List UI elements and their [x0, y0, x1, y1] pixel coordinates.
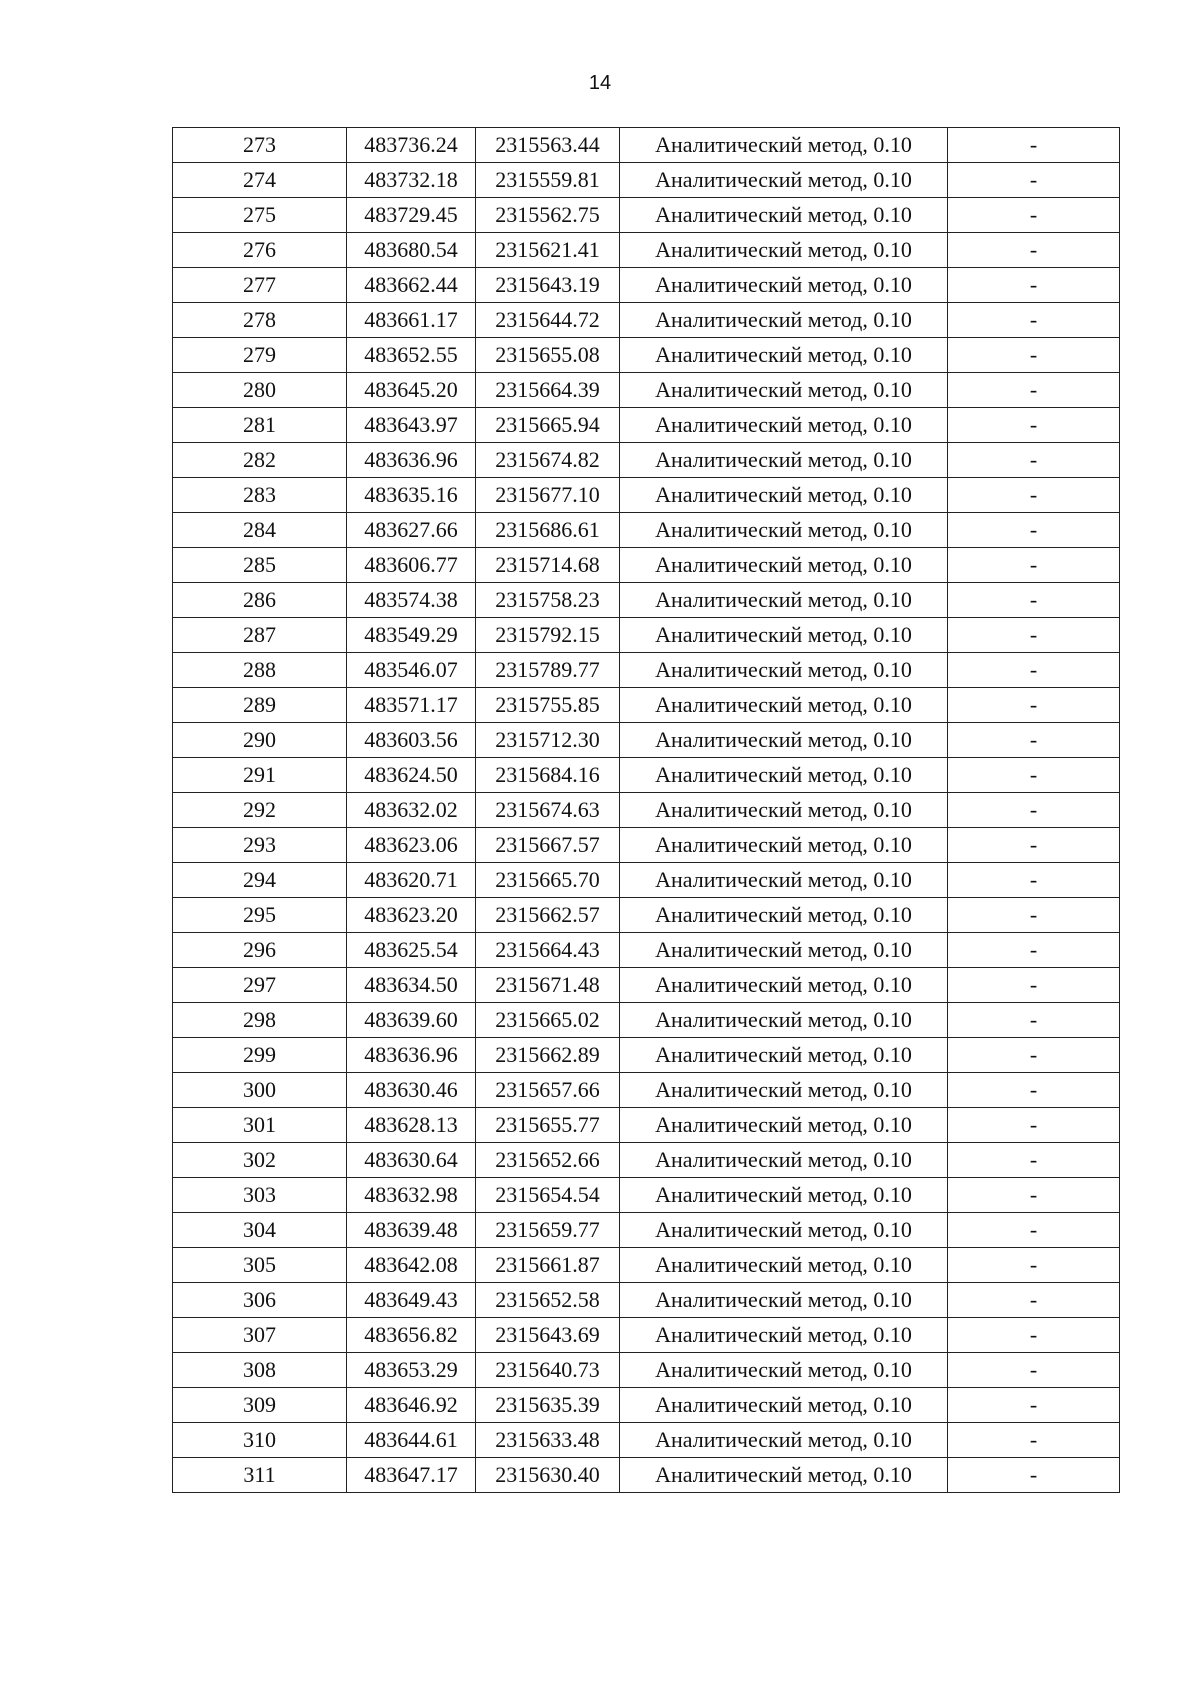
table-row	[173, 1353, 1120, 1388]
point-number-cell: 306	[173, 1283, 347, 1318]
description-cell: -	[948, 898, 1120, 933]
method-accuracy-cell: Аналитический метод, 0.10	[620, 758, 948, 793]
description-cell: -	[948, 688, 1120, 723]
point-number-cell: 291	[173, 758, 347, 793]
point-number-cell: 300	[173, 1073, 347, 1108]
point-number-cell: 285	[173, 548, 347, 583]
method-accuracy-cell: Аналитический метод, 0.10	[620, 1388, 948, 1423]
table-row	[173, 1388, 1120, 1423]
description-cell: -	[948, 303, 1120, 338]
point-number-cell: 288	[173, 653, 347, 688]
x-coordinate-cell: 483632.98	[347, 1178, 476, 1213]
point-number-cell: 298	[173, 1003, 347, 1038]
description-cell: -	[948, 1423, 1120, 1458]
point-number-cell: 293	[173, 828, 347, 863]
x-coordinate-cell: 483639.48	[347, 1213, 476, 1248]
method-accuracy-cell: Аналитический метод, 0.10	[620, 933, 948, 968]
y-coordinate-cell: 2315661.87	[476, 1248, 620, 1283]
description-cell: -	[948, 618, 1120, 653]
point-number-cell: 277	[173, 268, 347, 303]
description-cell: -	[948, 268, 1120, 303]
x-coordinate-cell: 483623.06	[347, 828, 476, 863]
table-row	[173, 478, 1120, 513]
x-coordinate-cell: 483639.60	[347, 1003, 476, 1038]
y-coordinate-cell: 2315635.39	[476, 1388, 620, 1423]
y-coordinate-cell: 2315659.77	[476, 1213, 620, 1248]
y-coordinate-cell: 2315652.58	[476, 1283, 620, 1318]
method-accuracy-cell: Аналитический метод, 0.10	[620, 1248, 948, 1283]
description-cell: -	[948, 723, 1120, 758]
y-coordinate-cell: 2315789.77	[476, 653, 620, 688]
description-cell: -	[948, 653, 1120, 688]
description-cell: -	[948, 163, 1120, 198]
y-coordinate-cell: 2315686.61	[476, 513, 620, 548]
x-coordinate-cell: 483574.38	[347, 583, 476, 618]
method-accuracy-cell: Аналитический метод, 0.10	[620, 968, 948, 1003]
x-coordinate-cell: 483549.29	[347, 618, 476, 653]
point-number-cell: 308	[173, 1353, 347, 1388]
method-accuracy-cell: Аналитический метод, 0.10	[620, 1038, 948, 1073]
point-number-cell: 290	[173, 723, 347, 758]
y-coordinate-cell: 2315644.72	[476, 303, 620, 338]
description-cell: -	[948, 1178, 1120, 1213]
point-number-cell: 311	[173, 1458, 347, 1493]
coordinates-table	[172, 127, 1120, 1493]
table-row	[173, 828, 1120, 863]
method-accuracy-cell: Аналитический метод, 0.10	[620, 1353, 948, 1388]
point-number-cell: 303	[173, 1178, 347, 1213]
point-number-cell: 289	[173, 688, 347, 723]
x-coordinate-cell: 483623.20	[347, 898, 476, 933]
point-number-cell: 296	[173, 933, 347, 968]
x-coordinate-cell: 483636.96	[347, 1038, 476, 1073]
method-accuracy-cell: Аналитический метод, 0.10	[620, 688, 948, 723]
description-cell: -	[948, 373, 1120, 408]
point-number-cell: 302	[173, 1143, 347, 1178]
y-coordinate-cell: 2315643.69	[476, 1318, 620, 1353]
table-row	[173, 618, 1120, 653]
y-coordinate-cell: 2315664.43	[476, 933, 620, 968]
y-coordinate-cell: 2315563.44	[476, 128, 620, 163]
table-row	[173, 443, 1120, 478]
table-row	[173, 198, 1120, 233]
x-coordinate-cell: 483628.13	[347, 1108, 476, 1143]
description-cell: -	[948, 233, 1120, 268]
method-accuracy-cell: Аналитический метод, 0.10	[620, 1178, 948, 1213]
y-coordinate-cell: 2315664.39	[476, 373, 620, 408]
point-number-cell: 310	[173, 1423, 347, 1458]
table-row	[173, 1178, 1120, 1213]
x-coordinate-cell: 483736.24	[347, 128, 476, 163]
x-coordinate-cell: 483732.18	[347, 163, 476, 198]
description-cell: -	[948, 933, 1120, 968]
table-row	[173, 1003, 1120, 1038]
point-number-cell: 307	[173, 1318, 347, 1353]
method-accuracy-cell: Аналитический метод, 0.10	[620, 408, 948, 443]
x-coordinate-cell: 483630.64	[347, 1143, 476, 1178]
method-accuracy-cell: Аналитический метод, 0.10	[620, 828, 948, 863]
description-cell: -	[948, 1283, 1120, 1318]
method-accuracy-cell: Аналитический метод, 0.10	[620, 1213, 948, 1248]
table-row	[173, 968, 1120, 1003]
x-coordinate-cell: 483634.50	[347, 968, 476, 1003]
method-accuracy-cell: Аналитический метод, 0.10	[620, 443, 948, 478]
description-cell: -	[948, 1318, 1120, 1353]
x-coordinate-cell: 483635.16	[347, 478, 476, 513]
description-cell: -	[948, 1038, 1120, 1073]
description-cell: -	[948, 338, 1120, 373]
method-accuracy-cell: Аналитический метод, 0.10	[620, 898, 948, 933]
method-accuracy-cell: Аналитический метод, 0.10	[620, 1318, 948, 1353]
method-accuracy-cell: Аналитический метод, 0.10	[620, 1003, 948, 1038]
method-accuracy-cell: Аналитический метод, 0.10	[620, 1143, 948, 1178]
x-coordinate-cell: 483630.46	[347, 1073, 476, 1108]
description-cell: -	[948, 1353, 1120, 1388]
description-cell: -	[948, 1003, 1120, 1038]
method-accuracy-cell: Аналитический метод, 0.10	[620, 513, 948, 548]
description-cell: -	[948, 1248, 1120, 1283]
x-coordinate-cell: 483571.17	[347, 688, 476, 723]
method-accuracy-cell: Аналитический метод, 0.10	[620, 863, 948, 898]
x-coordinate-cell: 483680.54	[347, 233, 476, 268]
y-coordinate-cell: 2315643.19	[476, 268, 620, 303]
description-cell: -	[948, 128, 1120, 163]
point-number-cell: 274	[173, 163, 347, 198]
table-row	[173, 548, 1120, 583]
x-coordinate-cell: 483661.17	[347, 303, 476, 338]
method-accuracy-cell: Аналитический метод, 0.10	[620, 128, 948, 163]
y-coordinate-cell: 2315655.08	[476, 338, 620, 373]
description-cell: -	[948, 968, 1120, 1003]
point-number-cell: 301	[173, 1108, 347, 1143]
point-number-cell: 284	[173, 513, 347, 548]
table-row	[173, 793, 1120, 828]
table-row	[173, 1423, 1120, 1458]
y-coordinate-cell: 2315655.77	[476, 1108, 620, 1143]
method-accuracy-cell: Аналитический метод, 0.10	[620, 163, 948, 198]
method-accuracy-cell: Аналитический метод, 0.10	[620, 1283, 948, 1318]
method-accuracy-cell: Аналитический метод, 0.10	[620, 373, 948, 408]
x-coordinate-cell: 483642.08	[347, 1248, 476, 1283]
x-coordinate-cell: 483649.43	[347, 1283, 476, 1318]
table-row	[173, 1458, 1120, 1493]
point-number-cell: 286	[173, 583, 347, 618]
point-number-cell: 273	[173, 128, 347, 163]
coordinates-table-body	[173, 128, 1120, 1493]
y-coordinate-cell: 2315652.66	[476, 1143, 620, 1178]
table-row	[173, 268, 1120, 303]
y-coordinate-cell: 2315674.63	[476, 793, 620, 828]
table-row	[173, 1143, 1120, 1178]
x-coordinate-cell: 483606.77	[347, 548, 476, 583]
table-row	[173, 723, 1120, 758]
method-accuracy-cell: Аналитический метод, 0.10	[620, 1073, 948, 1108]
table-row	[173, 1108, 1120, 1143]
table-row	[173, 128, 1120, 163]
description-cell: -	[948, 198, 1120, 233]
y-coordinate-cell: 2315674.82	[476, 443, 620, 478]
table-row	[173, 1318, 1120, 1353]
x-coordinate-cell: 483627.66	[347, 513, 476, 548]
x-coordinate-cell: 483662.44	[347, 268, 476, 303]
x-coordinate-cell: 483653.29	[347, 1353, 476, 1388]
point-number-cell: 292	[173, 793, 347, 828]
method-accuracy-cell: Аналитический метод, 0.10	[620, 198, 948, 233]
description-cell: -	[948, 478, 1120, 513]
table-row	[173, 1213, 1120, 1248]
point-number-cell: 294	[173, 863, 347, 898]
x-coordinate-cell: 483620.71	[347, 863, 476, 898]
y-coordinate-cell: 2315758.23	[476, 583, 620, 618]
table-row	[173, 408, 1120, 443]
y-coordinate-cell: 2315677.10	[476, 478, 620, 513]
point-number-cell: 305	[173, 1248, 347, 1283]
point-number-cell: 279	[173, 338, 347, 373]
description-cell: -	[948, 1143, 1120, 1178]
table-row	[173, 653, 1120, 688]
table-row	[173, 163, 1120, 198]
table-row	[173, 338, 1120, 373]
table-row	[173, 898, 1120, 933]
y-coordinate-cell: 2315562.75	[476, 198, 620, 233]
point-number-cell: 283	[173, 478, 347, 513]
method-accuracy-cell: Аналитический метод, 0.10	[620, 653, 948, 688]
point-number-cell: 282	[173, 443, 347, 478]
method-accuracy-cell: Аналитический метод, 0.10	[620, 548, 948, 583]
y-coordinate-cell: 2315559.81	[476, 163, 620, 198]
method-accuracy-cell: Аналитический метод, 0.10	[620, 1458, 948, 1493]
y-coordinate-cell: 2315630.40	[476, 1458, 620, 1493]
y-coordinate-cell: 2315621.41	[476, 233, 620, 268]
description-cell: -	[948, 828, 1120, 863]
table-row	[173, 933, 1120, 968]
x-coordinate-cell: 483656.82	[347, 1318, 476, 1353]
point-number-cell: 275	[173, 198, 347, 233]
description-cell: -	[948, 1388, 1120, 1423]
description-cell: -	[948, 793, 1120, 828]
table-row	[173, 1073, 1120, 1108]
table-row	[173, 233, 1120, 268]
y-coordinate-cell: 2315671.48	[476, 968, 620, 1003]
table-row	[173, 1248, 1120, 1283]
y-coordinate-cell: 2315684.16	[476, 758, 620, 793]
method-accuracy-cell: Аналитический метод, 0.10	[620, 793, 948, 828]
y-coordinate-cell: 2315755.85	[476, 688, 620, 723]
x-coordinate-cell: 483646.92	[347, 1388, 476, 1423]
y-coordinate-cell: 2315665.94	[476, 408, 620, 443]
point-number-cell: 297	[173, 968, 347, 1003]
x-coordinate-cell: 483603.56	[347, 723, 476, 758]
table-row	[173, 583, 1120, 618]
y-coordinate-cell: 2315667.57	[476, 828, 620, 863]
x-coordinate-cell: 483632.02	[347, 793, 476, 828]
description-cell: -	[948, 758, 1120, 793]
y-coordinate-cell: 2315662.57	[476, 898, 620, 933]
table-row	[173, 1038, 1120, 1073]
y-coordinate-cell: 2315792.15	[476, 618, 620, 653]
description-cell: -	[948, 513, 1120, 548]
point-number-cell: 278	[173, 303, 347, 338]
method-accuracy-cell: Аналитический метод, 0.10	[620, 268, 948, 303]
table-row	[173, 1283, 1120, 1318]
y-coordinate-cell: 2315665.70	[476, 863, 620, 898]
method-accuracy-cell: Аналитический метод, 0.10	[620, 303, 948, 338]
y-coordinate-cell: 2315714.68	[476, 548, 620, 583]
table-row	[173, 688, 1120, 723]
y-coordinate-cell: 2315654.54	[476, 1178, 620, 1213]
x-coordinate-cell: 483645.20	[347, 373, 476, 408]
x-coordinate-cell: 483625.54	[347, 933, 476, 968]
method-accuracy-cell: Аналитический метод, 0.10	[620, 583, 948, 618]
method-accuracy-cell: Аналитический метод, 0.10	[620, 478, 948, 513]
x-coordinate-cell: 483652.55	[347, 338, 476, 373]
method-accuracy-cell: Аналитический метод, 0.10	[620, 723, 948, 758]
point-number-cell: 299	[173, 1038, 347, 1073]
method-accuracy-cell: Аналитический метод, 0.10	[620, 1108, 948, 1143]
method-accuracy-cell: Аналитический метод, 0.10	[620, 338, 948, 373]
description-cell: -	[948, 1458, 1120, 1493]
point-number-cell: 309	[173, 1388, 347, 1423]
method-accuracy-cell: Аналитический метод, 0.10	[620, 233, 948, 268]
table-row	[173, 863, 1120, 898]
table-row	[173, 513, 1120, 548]
x-coordinate-cell: 483546.07	[347, 653, 476, 688]
point-number-cell: 281	[173, 408, 347, 443]
point-number-cell: 295	[173, 898, 347, 933]
description-cell: -	[948, 1213, 1120, 1248]
x-coordinate-cell: 483729.45	[347, 198, 476, 233]
method-accuracy-cell: Аналитический метод, 0.10	[620, 1423, 948, 1458]
description-cell: -	[948, 1108, 1120, 1143]
x-coordinate-cell: 483647.17	[347, 1458, 476, 1493]
point-number-cell: 304	[173, 1213, 347, 1248]
x-coordinate-cell: 483643.97	[347, 408, 476, 443]
y-coordinate-cell: 2315640.73	[476, 1353, 620, 1388]
y-coordinate-cell: 2315633.48	[476, 1423, 620, 1458]
point-number-cell: 280	[173, 373, 347, 408]
table-row	[173, 373, 1120, 408]
y-coordinate-cell: 2315665.02	[476, 1003, 620, 1038]
description-cell: -	[948, 408, 1120, 443]
table-row	[173, 758, 1120, 793]
y-coordinate-cell: 2315662.89	[476, 1038, 620, 1073]
y-coordinate-cell: 2315657.66	[476, 1073, 620, 1108]
y-coordinate-cell: 2315712.30	[476, 723, 620, 758]
description-cell: -	[948, 863, 1120, 898]
point-number-cell: 276	[173, 233, 347, 268]
x-coordinate-cell: 483644.61	[347, 1423, 476, 1458]
page-number: 14	[588, 72, 612, 94]
table-row	[173, 303, 1120, 338]
point-number-cell: 287	[173, 618, 347, 653]
x-coordinate-cell: 483636.96	[347, 443, 476, 478]
description-cell: -	[948, 1073, 1120, 1108]
description-cell: -	[948, 548, 1120, 583]
x-coordinate-cell: 483624.50	[347, 758, 476, 793]
description-cell: -	[948, 583, 1120, 618]
description-cell: -	[948, 443, 1120, 478]
method-accuracy-cell: Аналитический метод, 0.10	[620, 618, 948, 653]
